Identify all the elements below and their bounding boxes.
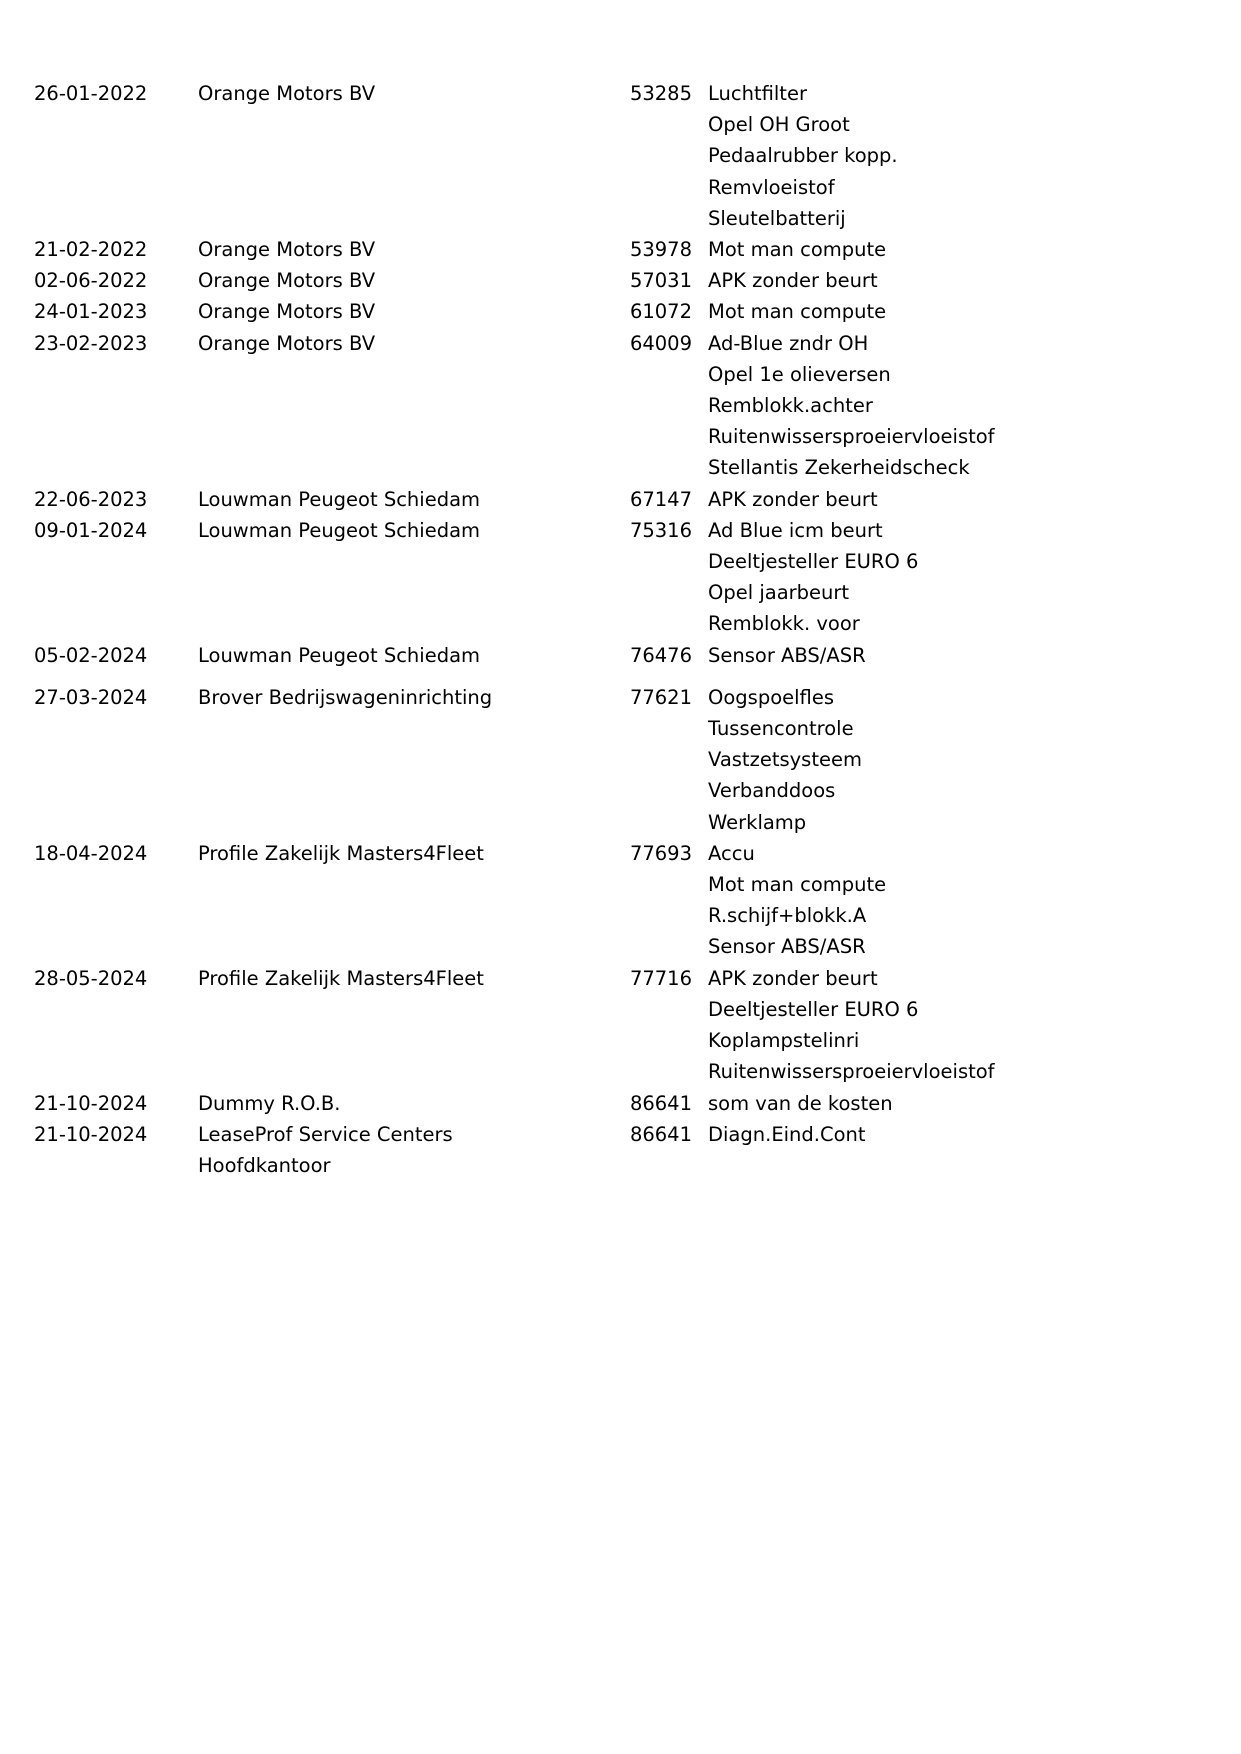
garage-name	[198, 78, 602, 234]
garage-name	[198, 1119, 602, 1181]
work-items	[708, 838, 1181, 963]
work-items	[708, 963, 1181, 1088]
work-items	[708, 265, 1181, 296]
garage-name-line: Orange Motors BV	[198, 300, 376, 324]
work-item: Mot man compute	[708, 238, 887, 262]
column-gap	[166, 838, 198, 963]
service-date: 26-01-2022	[34, 82, 148, 105]
column-gap	[166, 328, 198, 484]
column-gap	[692, 515, 708, 640]
garage-name	[198, 515, 602, 640]
work-item: Remvloeistof	[708, 175, 835, 199]
table-row	[34, 328, 1181, 484]
garage-name	[198, 296, 602, 327]
work-item: Remblokk.achter	[708, 394, 873, 418]
column-gap	[692, 682, 708, 838]
work-item: R.schijf+blokk.A	[708, 904, 867, 928]
column-gap	[166, 682, 198, 838]
garage-name	[198, 640, 602, 671]
row-spacer-cell	[708, 671, 1181, 682]
column-gap	[692, 1119, 708, 1181]
service-date: 21-02-2022	[34, 238, 148, 262]
service-date: 27-03-2024	[34, 685, 148, 709]
odometer-reading: 76476	[629, 643, 692, 667]
table-row	[34, 838, 1181, 963]
work-item: Verbanddoos	[708, 779, 836, 803]
table-row	[34, 484, 1181, 515]
service-date: 21-10-2024	[34, 1122, 148, 1146]
service-date: 21-10-2024	[34, 1091, 148, 1115]
garage-name	[198, 1088, 602, 1119]
service-date: 09-01-2024	[34, 518, 148, 542]
work-items	[708, 1119, 1181, 1181]
work-items	[708, 640, 1181, 671]
column-gap	[166, 1119, 198, 1181]
garage-name-line: Orange Motors BV	[198, 82, 376, 105]
odometer-reading: 77621	[629, 685, 692, 709]
column-gap	[166, 265, 198, 296]
service-date: 05-02-2024	[34, 643, 148, 667]
table-row	[34, 963, 1181, 1088]
work-item: Deeltjesteller EURO 6	[708, 997, 919, 1021]
garage-name-line: Louwman Peugeot Schiedam	[198, 518, 481, 542]
table-row	[34, 265, 1181, 296]
service-date: 22-06-2023	[34, 487, 148, 511]
column-gap	[166, 1088, 198, 1119]
work-item: Opel jaarbeurt	[708, 581, 850, 605]
garage-name	[198, 234, 602, 265]
work-item: Sensor ABS/ASR	[708, 643, 866, 667]
column-gap	[166, 515, 198, 640]
work-item: Sensor ABS/ASR	[708, 935, 866, 959]
garage-name	[198, 265, 602, 296]
table-row	[34, 1119, 1181, 1181]
garage-name-line: Orange Motors BV	[198, 269, 376, 293]
odometer-reading: 75316	[629, 518, 692, 542]
work-item: Deeltjesteller EURO 6	[708, 550, 919, 574]
work-item: Werklamp	[708, 810, 807, 834]
row-spacer-cell	[692, 671, 708, 682]
work-items	[708, 682, 1181, 838]
work-items	[708, 1088, 1181, 1119]
garage-name-line: Brover Bedrijswageninrichting	[198, 685, 493, 709]
work-item: Sleutelbatterij	[708, 206, 846, 230]
column-gap	[692, 484, 708, 515]
service-date: 28-05-2024	[34, 966, 148, 990]
column-gap	[692, 838, 708, 963]
work-item: Ad Blue icm beurt	[708, 518, 883, 542]
work-item: Oogspoelfles	[708, 685, 834, 709]
table-row	[34, 640, 1181, 671]
work-item: Opel 1e olieversen	[708, 362, 891, 386]
work-item: Ruitenwissersproeiervloeistof	[708, 1060, 995, 1084]
work-item: Opel OH Groot	[708, 113, 850, 137]
column-gap	[692, 963, 708, 1088]
service-date: 18-04-2024	[34, 841, 148, 865]
column-gap	[692, 265, 708, 296]
work-item: Tussencontrole	[708, 717, 854, 741]
column-gap	[692, 328, 708, 484]
work-item: APK zonder beurt	[708, 487, 878, 511]
garage-name-line: Hoofdkantoor	[198, 1153, 331, 1177]
work-item: APK zonder beurt	[708, 269, 878, 293]
odometer-reading: 77693	[629, 841, 692, 865]
column-gap	[166, 963, 198, 1088]
garage-name-line: LeaseProf Service Centers	[198, 1122, 453, 1146]
work-items	[708, 234, 1181, 265]
work-items	[708, 296, 1181, 327]
work-item: Pedaalrubber kopp.	[708, 144, 898, 168]
work-item: Accu	[708, 841, 755, 865]
table-row	[34, 234, 1181, 265]
odometer-reading: 57031	[629, 269, 692, 293]
service-history-body	[34, 78, 1181, 1181]
odometer-reading: 64009	[629, 331, 692, 355]
table-row	[34, 515, 1181, 640]
garage-name	[198, 484, 602, 515]
garage-name-line: Profile Zakelijk Masters4Fleet	[198, 841, 484, 865]
odometer-reading: 67147	[629, 487, 692, 511]
table-row	[34, 296, 1181, 327]
table-row	[34, 1088, 1181, 1119]
work-item: Vastzetsysteem	[708, 748, 862, 772]
work-items	[708, 328, 1181, 484]
service-date: 23-02-2023	[34, 331, 148, 355]
garage-name-line: Orange Motors BV	[198, 238, 376, 262]
column-gap	[166, 78, 198, 234]
odometer-reading: 53285	[629, 82, 692, 105]
garage-name-line: Dummy R.O.B.	[198, 1091, 341, 1115]
work-item: Remblokk. voor	[708, 612, 860, 636]
work-item: Koplampstelinri	[708, 1029, 860, 1053]
service-history-table	[34, 78, 1181, 1181]
garage-name	[198, 328, 602, 484]
odometer-reading: 77716	[629, 966, 692, 990]
work-item: Ruitenwissersproeiervloeistof	[708, 425, 995, 449]
odometer-reading: 61072	[629, 300, 692, 324]
column-gap	[692, 234, 708, 265]
garage-name-line: Orange Motors BV	[198, 331, 376, 355]
odometer-reading: 86641	[629, 1091, 692, 1115]
row-spacer	[34, 671, 1181, 682]
garage-name-line: Louwman Peugeot Schiedam	[198, 487, 481, 511]
garage-name	[198, 963, 602, 1088]
garage-name	[198, 682, 602, 838]
work-item: Luchtfilter	[708, 82, 807, 105]
work-item: Mot man compute	[708, 300, 887, 324]
work-items	[708, 78, 1181, 234]
column-gap	[692, 78, 708, 234]
garage-name-line: Profile Zakelijk Masters4Fleet	[198, 966, 484, 990]
table-row	[34, 78, 1181, 234]
column-gap	[166, 484, 198, 515]
work-item: Stellantis Zekerheidscheck	[708, 456, 970, 480]
column-gap	[692, 640, 708, 671]
column-gap	[166, 234, 198, 265]
row-spacer-cell	[602, 671, 692, 682]
work-item: Ad-Blue zndr OH	[708, 331, 869, 355]
odometer-reading: 86641	[629, 1122, 692, 1146]
work-item: Diagn.Eind.Cont	[708, 1122, 866, 1146]
service-date: 24-01-2023	[34, 300, 148, 324]
row-spacer-cell	[166, 671, 198, 682]
column-gap	[166, 296, 198, 327]
garage-name-line: Louwman Peugeot Schiedam	[198, 643, 481, 667]
work-item: APK zonder beurt	[708, 966, 878, 990]
work-item: Mot man compute	[708, 873, 887, 897]
garage-name	[198, 838, 602, 963]
column-gap	[166, 640, 198, 671]
work-items	[708, 484, 1181, 515]
work-items	[708, 515, 1181, 640]
row-spacer-cell	[34, 671, 166, 682]
row-spacer-cell	[198, 671, 602, 682]
odometer-reading: 53978	[629, 238, 692, 262]
column-gap	[692, 296, 708, 327]
service-date: 02-06-2022	[34, 269, 148, 293]
work-item: som van de kosten	[708, 1091, 893, 1115]
table-row	[34, 682, 1181, 838]
column-gap	[692, 1088, 708, 1119]
